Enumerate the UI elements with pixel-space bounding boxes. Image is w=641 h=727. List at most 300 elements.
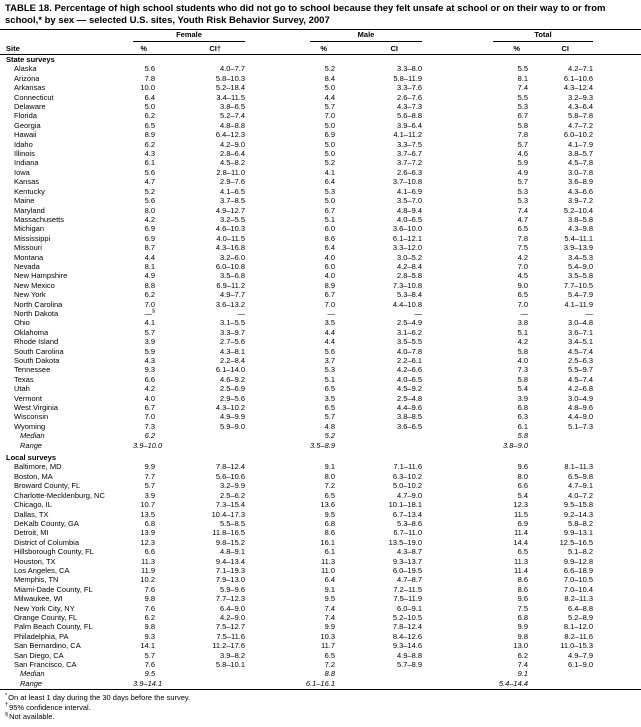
table-row bbox=[0, 510, 641, 519]
site-cell: Iowa bbox=[14, 167, 30, 177]
value-cell: 6.4 bbox=[144, 92, 155, 102]
site-cell: Arkansas bbox=[14, 83, 46, 93]
value-cell: 8.2–11.6 bbox=[564, 631, 594, 641]
footnote-line bbox=[5, 712, 641, 721]
value-cell: 7.8 bbox=[517, 130, 529, 140]
value-cell: 4.6–10.3 bbox=[215, 224, 246, 234]
value-cell: 4.0–11.5 bbox=[216, 233, 246, 243]
table-row bbox=[0, 394, 641, 403]
value-cell: 8.4 bbox=[324, 73, 336, 83]
value-cell: 5.9 bbox=[517, 158, 529, 168]
value-cell: 5.2–18.4 bbox=[215, 83, 246, 93]
table-row bbox=[0, 641, 641, 650]
value-cell: 4.1–6.5 bbox=[219, 186, 246, 196]
value-cell: 3.4–11.5 bbox=[216, 92, 246, 102]
spacer-cell bbox=[593, 519, 641, 528]
value-cell: 7.7–10.5 bbox=[563, 280, 594, 290]
value-cell: 2.6–6.3 bbox=[396, 167, 423, 177]
value-cell: 5.3 bbox=[324, 365, 336, 375]
value-cell: 6.0 bbox=[324, 224, 336, 234]
value-cell: 5.0 bbox=[324, 196, 336, 206]
value-cell: 4.6–9.2 bbox=[219, 374, 246, 384]
value-cell: 4.1–7.9 bbox=[567, 139, 594, 149]
value-cell: 4.7–9.1 bbox=[567, 481, 594, 491]
spacer-cell bbox=[0, 30, 133, 42]
value-cell: 5.1–7.3 bbox=[567, 421, 594, 431]
spacer-cell bbox=[593, 510, 641, 519]
value-cell: 12.5–16.5 bbox=[559, 537, 594, 547]
value-cell: 3.5 bbox=[324, 393, 336, 403]
value-cell: 6.5 bbox=[144, 120, 155, 130]
value-cell: 6.6 bbox=[517, 481, 529, 491]
value-cell: 3.6–13.2 bbox=[215, 299, 246, 309]
value-cell: 3.1–5.5 bbox=[219, 318, 246, 328]
value-cell: 13.5–19.0 bbox=[388, 537, 423, 547]
table-row bbox=[0, 403, 641, 412]
value-cell: 3.4–5.1 bbox=[567, 337, 594, 347]
value-cell: 6.9 bbox=[517, 518, 529, 528]
table-row bbox=[0, 500, 641, 509]
value-cell: 2.9–7.6 bbox=[219, 177, 246, 187]
range-value: 5.4–14.4 bbox=[498, 678, 529, 688]
value-cell: 4.0 bbox=[324, 252, 336, 262]
value-cell: 11.3 bbox=[513, 556, 529, 566]
value-cell: 4.0–7.7 bbox=[219, 64, 246, 74]
value-cell: 3.7–10.8 bbox=[392, 177, 423, 187]
value-cell: 4.4 bbox=[324, 337, 336, 347]
value-cell: 8.2–11.3 bbox=[564, 594, 594, 604]
value-cell: 6.5 bbox=[324, 384, 336, 394]
table-row bbox=[0, 547, 641, 556]
footnote-marker: § bbox=[5, 711, 9, 718]
value-cell: 7.4 bbox=[517, 205, 529, 215]
spacer-cell bbox=[593, 594, 641, 603]
value-cell: 3.7–8.5 bbox=[219, 196, 246, 206]
value-cell: 4.2–6.6 bbox=[396, 365, 423, 375]
section-row bbox=[0, 450, 641, 462]
spacer-cell bbox=[593, 234, 641, 243]
site-cell: West Virginia bbox=[14, 403, 58, 413]
spacer-cell bbox=[335, 669, 422, 678]
value-cell: 5.6 bbox=[144, 64, 155, 74]
value-cell: 7.5–11.9 bbox=[393, 594, 423, 604]
value-cell: 4.8 bbox=[324, 421, 336, 431]
table-row bbox=[0, 121, 641, 130]
value-cell: 6.9 bbox=[144, 233, 155, 243]
value-cell: 5.3 bbox=[517, 196, 529, 206]
median-row bbox=[0, 669, 641, 678]
site-cell: Rhode Island bbox=[14, 337, 59, 347]
value-cell: 7.8–12.4 bbox=[215, 462, 246, 472]
table-row bbox=[0, 604, 641, 613]
group-label-female: Female bbox=[133, 30, 245, 42]
spacer-cell bbox=[593, 491, 641, 500]
value-cell: 4.3–8.7 bbox=[396, 547, 423, 557]
site-cell: DeKalb County, GA bbox=[14, 518, 79, 528]
site-cell: Arizona bbox=[14, 73, 40, 83]
value-cell: 5.2 bbox=[324, 158, 336, 168]
value-cell: 4.8–9.6 bbox=[567, 403, 594, 413]
value-cell: 8.0 bbox=[517, 471, 529, 481]
site-cell: Charlotte-Mecklenburg, NC bbox=[14, 490, 105, 500]
value-cell: 9.3 bbox=[144, 365, 155, 375]
spacer-cell bbox=[593, 253, 641, 262]
site-cell: San Bernardino, CA bbox=[14, 641, 81, 651]
site-cell: District of Columbia bbox=[14, 537, 80, 547]
table-row bbox=[0, 575, 641, 584]
value-cell: 14.4 bbox=[513, 537, 529, 547]
spacer-cell bbox=[155, 431, 245, 440]
value-cell: 7.4 bbox=[324, 603, 336, 613]
spacer-cell bbox=[593, 243, 641, 252]
table-row bbox=[0, 528, 641, 537]
spacer-cell bbox=[155, 679, 245, 688]
spacer-cell bbox=[593, 384, 641, 393]
value-cell: 5.3–8.4 bbox=[396, 290, 423, 300]
table-row bbox=[0, 290, 641, 299]
value-cell: 4.2–9.0 bbox=[219, 139, 246, 149]
value-cell: 5.7 bbox=[517, 177, 529, 187]
spacer-cell bbox=[528, 441, 593, 450]
table-row bbox=[0, 253, 641, 262]
value-cell: 4.4–10.8 bbox=[392, 299, 423, 309]
site-cell: Wyoming bbox=[14, 421, 46, 431]
value-cell: 8.1 bbox=[517, 73, 529, 83]
site-cell: Nevada bbox=[14, 261, 40, 271]
value-cell: 7.9–13.0 bbox=[215, 575, 246, 585]
value-cell: 5.3–8.6 bbox=[396, 518, 423, 528]
table-row bbox=[0, 613, 641, 622]
spacer-cell bbox=[593, 547, 641, 556]
site-cell: Michigan bbox=[14, 224, 45, 234]
value-cell: 5.1 bbox=[517, 327, 529, 337]
site-cell: Massachusetts bbox=[14, 214, 65, 224]
table-row bbox=[0, 309, 641, 318]
value-cell: 5.9–9.0 bbox=[219, 421, 246, 431]
value-cell: 9.5 bbox=[324, 509, 336, 519]
value-cell: 4.2 bbox=[517, 252, 529, 262]
value-cell: 4.4 bbox=[324, 327, 336, 337]
value-cell: 6.1–9.0 bbox=[567, 660, 594, 669]
site-cell: Mississippi bbox=[14, 233, 51, 243]
not-available-marker: § bbox=[151, 308, 155, 315]
spacer-cell bbox=[593, 149, 641, 158]
value-cell: 7.1–11.6 bbox=[393, 462, 423, 472]
value-cell: 4.5–7.4 bbox=[567, 374, 594, 384]
spacer-cell bbox=[593, 481, 641, 490]
value-cell: 7.8 bbox=[144, 73, 155, 83]
value-cell: 3.1–6.2 bbox=[396, 327, 423, 337]
value-cell: 6.3 bbox=[517, 412, 529, 422]
value-cell: 5.3 bbox=[517, 102, 529, 112]
range-value: 3.9–14.1 bbox=[133, 678, 163, 688]
value-cell: 4.5–7.4 bbox=[567, 346, 594, 356]
site-cell: New Mexico bbox=[14, 280, 55, 290]
value-cell: 4.2 bbox=[144, 214, 155, 224]
site-cell: Philadelphia, PA bbox=[14, 631, 69, 641]
value-cell: 3.3–8.0 bbox=[396, 64, 423, 74]
table-row bbox=[0, 187, 641, 196]
value-cell: 4.1 bbox=[324, 167, 336, 177]
table-row bbox=[0, 318, 641, 327]
value-cell: 2.8–6.4 bbox=[219, 149, 246, 159]
value-cell: 16.1 bbox=[320, 537, 336, 547]
value-cell: 4.5–7.8 bbox=[567, 158, 594, 168]
value-cell: 4.4 bbox=[324, 92, 336, 102]
female-pct-header: % bbox=[133, 42, 155, 55]
median-value: 5.2 bbox=[324, 431, 336, 441]
value-cell: 4.6 bbox=[517, 149, 529, 159]
spacer-cell bbox=[593, 632, 641, 641]
footnote-text: Not available. bbox=[9, 712, 55, 722]
value-cell: 9.9 bbox=[324, 622, 336, 632]
value-cell: 6.4–9.0 bbox=[219, 603, 246, 613]
table-row bbox=[0, 337, 641, 346]
value-cell: 3.0–7.8 bbox=[567, 167, 594, 177]
value-cell: 5.8 bbox=[517, 120, 529, 130]
spacer-cell bbox=[593, 206, 641, 215]
value-cell: 7.8 bbox=[517, 233, 529, 243]
value-cell: 5.7 bbox=[517, 139, 529, 149]
value-cell: 5.4–7.9 bbox=[567, 290, 594, 300]
value-cell: 8.1–11.3 bbox=[564, 462, 594, 472]
table-row bbox=[0, 234, 641, 243]
site-cell: Oklahoma bbox=[14, 327, 49, 337]
value-cell: 4.2 bbox=[144, 384, 155, 394]
value-cell: 9.9–13.1 bbox=[563, 528, 594, 538]
value-cell: 6.2 bbox=[517, 650, 529, 660]
site-cell: Florida bbox=[14, 111, 37, 121]
table-row bbox=[0, 168, 641, 177]
table-row bbox=[0, 384, 641, 393]
value-cell: 6.5–9.8 bbox=[567, 471, 594, 481]
value-cell: 2.8–11.0 bbox=[216, 167, 246, 177]
male-ci-header: CI bbox=[335, 42, 422, 55]
spacer-cell bbox=[593, 102, 641, 111]
value-cell: 3.8–6.5 bbox=[219, 102, 246, 112]
site-cell: Miami-Dade County, FL bbox=[14, 584, 93, 594]
value-cell: 6.2 bbox=[144, 111, 155, 121]
site-cell: Texas bbox=[14, 374, 34, 384]
value-cell: 9.3–13.7 bbox=[392, 556, 423, 566]
value-cell: 4.4 bbox=[144, 252, 155, 262]
value-cell: 4.0–6.5 bbox=[396, 374, 423, 384]
value-cell: 7.4 bbox=[517, 660, 529, 669]
value-cell: 13.9 bbox=[140, 528, 155, 538]
value-cell: 4.9–9.9 bbox=[219, 412, 246, 422]
value-cell: — bbox=[414, 308, 423, 318]
value-cell: 10.4–17.3 bbox=[211, 509, 246, 519]
value-cell: 6.4–12.3 bbox=[215, 130, 246, 140]
site-cell: Chicago, IL bbox=[14, 500, 52, 510]
value-cell: 3.6–6.5 bbox=[396, 421, 423, 431]
spacer-cell bbox=[593, 604, 641, 613]
spacer-cell bbox=[528, 679, 593, 688]
footnote-text: 95% confidence interval. bbox=[9, 702, 91, 712]
site-cell: Alaska bbox=[14, 64, 37, 74]
value-cell: 3.7–6.7 bbox=[396, 149, 423, 159]
spacer-cell bbox=[593, 111, 641, 120]
site-cell: San Francisco, CA bbox=[14, 660, 77, 669]
spacer-cell bbox=[593, 365, 641, 374]
value-cell: 5.2–7.4 bbox=[219, 111, 246, 121]
value-cell: 3.9–13.9 bbox=[563, 243, 594, 253]
median-value: 8.8 bbox=[324, 669, 336, 679]
value-cell: 2.5–6.9 bbox=[219, 384, 246, 394]
group-header-male bbox=[245, 30, 422, 42]
value-cell: 11.3 bbox=[320, 556, 336, 566]
spacer-cell bbox=[593, 622, 641, 631]
value-cell: 6.5 bbox=[517, 547, 529, 557]
value-cell: 4.8–8.8 bbox=[219, 120, 246, 130]
site-cell: Vermont bbox=[14, 393, 42, 403]
median-value: 5.8 bbox=[517, 431, 529, 441]
spacer-cell bbox=[593, 130, 641, 139]
value-cell: 6.0–19.5 bbox=[392, 565, 423, 575]
value-cell: 6.7 bbox=[517, 111, 529, 121]
value-cell: 3.2–9.3 bbox=[567, 92, 594, 102]
site-cell: Broward County, FL bbox=[14, 481, 81, 491]
value-cell: 5.4 bbox=[517, 490, 529, 500]
section-header: Local surveys bbox=[6, 453, 57, 463]
value-cell: 9.1 bbox=[324, 584, 336, 594]
value-cell: 4.2–8.4 bbox=[396, 261, 423, 271]
table-row bbox=[0, 660, 641, 669]
value-cell: 4.0 bbox=[144, 393, 155, 403]
spacer-cell bbox=[593, 215, 641, 224]
value-cell: 4.0–6.5 bbox=[396, 214, 423, 224]
value-cell: 9.2–14.3 bbox=[563, 509, 594, 519]
value-cell: 3.0–4.9 bbox=[567, 393, 594, 403]
site-cell: Palm Beach County, FL bbox=[14, 622, 93, 632]
site-cell: Missouri bbox=[14, 243, 42, 253]
value-cell: 6.5 bbox=[517, 290, 529, 300]
value-cell: 9.8–15.2 bbox=[215, 537, 246, 547]
value-cell: 9.9–12.8 bbox=[563, 556, 594, 566]
value-cell: 3.5 bbox=[324, 318, 336, 328]
table-row bbox=[0, 300, 641, 309]
table-row bbox=[0, 215, 641, 224]
value-cell: 4.1–11.9 bbox=[564, 299, 594, 309]
value-cell: 7.2–11.5 bbox=[393, 584, 423, 594]
value-cell: 4.2–7.1 bbox=[567, 64, 594, 74]
value-cell: 6.1 bbox=[517, 421, 529, 431]
value-cell: 11.5 bbox=[513, 509, 529, 519]
range-value: 3.9–10.0 bbox=[133, 440, 163, 450]
value-cell: 9.9 bbox=[144, 462, 155, 472]
spacer-cell bbox=[593, 337, 641, 346]
value-cell: 6.3–10.2 bbox=[392, 471, 423, 481]
value-cell: 7.7 bbox=[144, 471, 155, 481]
section-row bbox=[0, 55, 641, 65]
table-row bbox=[0, 243, 641, 252]
value-cell: 10.2 bbox=[140, 575, 155, 585]
value-cell: 5.8–7.8 bbox=[567, 111, 594, 121]
footnote-line bbox=[5, 693, 641, 702]
value-cell: 5.6–8.8 bbox=[396, 111, 423, 121]
table-row bbox=[0, 93, 641, 102]
value-cell: 5.0 bbox=[324, 83, 336, 93]
value-cell: 5.6 bbox=[144, 167, 155, 177]
value-cell: 5.5 bbox=[517, 92, 529, 102]
value-cell: — bbox=[237, 308, 246, 318]
spacer-cell bbox=[593, 347, 641, 356]
value-cell: 5.2 bbox=[144, 186, 155, 196]
value-cell: 3.3–9.7 bbox=[219, 327, 246, 337]
value-cell: 4.9 bbox=[144, 271, 155, 281]
value-cell: 5.2–8.9 bbox=[567, 612, 594, 622]
value-cell: 7.0 bbox=[324, 299, 336, 309]
value-cell: 6.7 bbox=[324, 205, 336, 215]
value-cell: 5.0 bbox=[144, 102, 155, 112]
spacer-cell bbox=[593, 462, 641, 471]
value-cell: 7.0 bbox=[144, 299, 155, 309]
site-cell: Delaware bbox=[14, 102, 46, 112]
value-cell: 9.4–13.4 bbox=[215, 556, 246, 566]
value-cell: 11.0 bbox=[320, 565, 336, 575]
spacer-cell bbox=[528, 669, 593, 678]
table-row bbox=[0, 196, 641, 205]
table-row bbox=[0, 158, 641, 167]
spacer-cell bbox=[155, 669, 245, 678]
site-cell: San Diego, CA bbox=[14, 650, 64, 660]
value-cell: 5.6 bbox=[144, 196, 155, 206]
footnote-text: On at least 1 day during the 30 days before the survey. bbox=[8, 693, 191, 703]
value-cell: 6.1 bbox=[144, 158, 155, 168]
value-cell: 13.5 bbox=[140, 509, 155, 519]
value-cell: 5.8–10.3 bbox=[215, 73, 246, 83]
site-cell: North Carolina bbox=[14, 299, 63, 309]
value-cell: 11.0–15.3 bbox=[560, 641, 594, 651]
table-row bbox=[0, 594, 641, 603]
value-cell: 6.7–11.0 bbox=[393, 528, 423, 538]
spacer-cell bbox=[593, 431, 641, 440]
site-cell: Orange County, FL bbox=[14, 612, 78, 622]
value-cell: 3.8 bbox=[517, 318, 529, 328]
range-label: Range bbox=[20, 440, 43, 450]
spacer-cell bbox=[593, 83, 641, 92]
range-row bbox=[0, 679, 641, 688]
value-cell: 5.5–8.5 bbox=[219, 518, 246, 528]
section-header: State surveys bbox=[6, 55, 55, 64]
total-pct-header: % bbox=[422, 42, 528, 55]
spacer-cell bbox=[593, 566, 641, 575]
value-cell: 6.9 bbox=[144, 224, 155, 234]
value-cell: 8.1–12.0 bbox=[563, 622, 594, 632]
median-label: Median bbox=[20, 669, 45, 679]
value-cell: — bbox=[327, 308, 336, 318]
spacer-cell bbox=[593, 93, 641, 102]
table-row bbox=[0, 557, 641, 566]
group-label-total: Total bbox=[493, 30, 593, 42]
table-row bbox=[0, 651, 641, 660]
value-cell: —§ bbox=[144, 308, 155, 318]
value-cell: 6.8 bbox=[324, 518, 336, 528]
table-row bbox=[0, 74, 641, 83]
value-cell: 4.8–9.4 bbox=[396, 205, 423, 215]
site-cell: Hillsborough County, FL bbox=[14, 547, 94, 557]
value-cell: 11.9 bbox=[140, 565, 155, 575]
site-cell: Maine bbox=[14, 196, 35, 206]
spacer-cell bbox=[335, 441, 422, 450]
value-cell: 13.6 bbox=[320, 500, 336, 510]
value-cell: 11.4 bbox=[513, 528, 529, 538]
value-cell: 2.2–8.4 bbox=[219, 356, 246, 365]
value-cell: 9.6 bbox=[517, 462, 529, 472]
group-label-male: Male bbox=[310, 30, 422, 42]
value-cell: 5.7 bbox=[324, 412, 336, 422]
table-body bbox=[0, 55, 641, 689]
